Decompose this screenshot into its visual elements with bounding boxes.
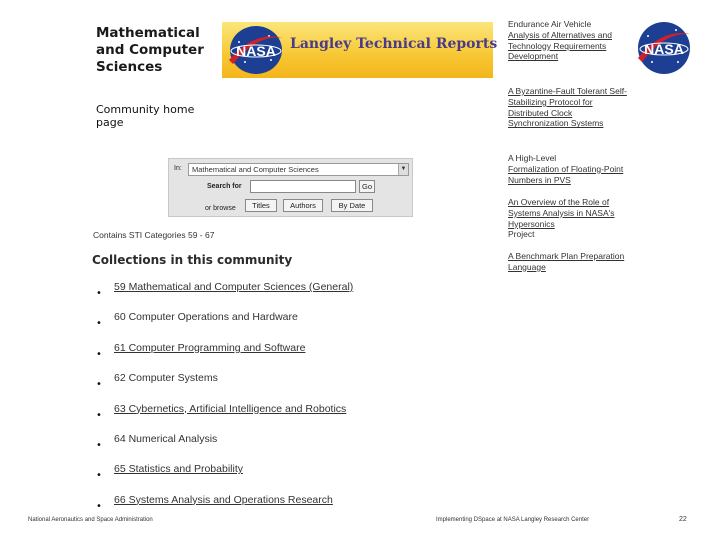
collections-heading: Collections in this community: [92, 253, 293, 267]
bullet: •: [96, 318, 102, 330]
recent-item-1-lead: Endurance Air Vehicle: [508, 19, 592, 29]
collection-link-62[interactable]: 62 Computer Systems: [114, 372, 218, 385]
recent-item-1[interactable]: [508, 19, 633, 62]
scope-select[interactable]: [188, 163, 409, 176]
collection-link-60[interactable]: 60 Computer Operations and Hardware: [114, 311, 298, 324]
bullet: •: [96, 288, 102, 299]
bullet: •: [96, 379, 102, 391]
recent-item-3-link[interactable]: Formalization of Floating-Point Numbers in PVS: [508, 163, 624, 185]
collection-link-65[interactable]: 65 Statistics and Probability: [114, 463, 243, 476]
banner-title: Langley Technical Reports: [290, 36, 498, 52]
search-input[interactable]: [250, 180, 356, 193]
recent-item-2[interactable]: A Byzantine-Fault Tolerant Self-Stabilizing Protocol for Distributed Clock Synchronization Systems: [508, 86, 627, 129]
community-home-label: Community home page: [96, 103, 195, 129]
chevron-down-icon: ▼: [398, 164, 408, 175]
browse-label: or browse: [205, 205, 236, 212]
banner-logo-text: NASA: [236, 43, 276, 59]
category-range: Contains STI Categories 59 - 67: [93, 230, 215, 240]
collection-link-61[interactable]: 61 Computer Programming and Software: [114, 341, 306, 354]
go-button[interactable]: Go: [359, 180, 375, 193]
bullet: •: [96, 470, 102, 482]
search-panel: [168, 158, 413, 217]
browse-titles-button[interactable]: Titles: [245, 199, 277, 212]
scope-select-value: Mathematical and Computer Sciences: [192, 165, 319, 174]
nasa-logo-icon: [636, 20, 692, 76]
nasa-logo-text: NASA: [644, 41, 684, 57]
recent-item-3-lead: A High-Level: [508, 153, 557, 163]
page-number: 22: [679, 516, 687, 523]
browse-authors-button[interactable]: Authors: [283, 199, 323, 212]
bullet: •: [96, 500, 102, 512]
recent-item-4-tail: Project: [508, 229, 535, 240]
bullet: •: [96, 439, 102, 451]
nasa-meatball-icon: [225, 24, 287, 76]
collection-link-66[interactable]: 66 Systems Analysis and Operations Research: [114, 493, 333, 506]
collection-link-59[interactable]: 59 Mathematical and Computer Sciences (General): [114, 281, 354, 293]
footer-agency: National Aeronautics and Space Administration: [28, 517, 153, 523]
collection-link-63[interactable]: 63 Cybernetics, Artificial Intelligence and Robotics: [114, 402, 347, 415]
bullet: •: [96, 409, 102, 421]
recent-item-4[interactable]: [508, 197, 633, 240]
community-title: Mathematical and Computer Sciences: [96, 25, 204, 75]
search-for-label: Search for: [207, 183, 242, 190]
recent-item-4-link[interactable]: An Overview of the Role of Systems Analysis in NASA's Hypersonics: [508, 197, 615, 229]
recent-item-1-link[interactable]: Analysis of Alternatives and Technology Requirements Development: [508, 29, 612, 62]
footer-title: Implementing DSpace at NASA Langley Research Center: [436, 517, 590, 523]
bullet: •: [96, 348, 102, 360]
in-label: In:: [174, 165, 182, 172]
recent-item-5[interactable]: A Benchmark Plan Preparation Language: [508, 251, 625, 272]
collection-link-64[interactable]: 64 Numerical Analysis: [114, 432, 218, 445]
browse-date-button[interactable]: By Date: [331, 199, 373, 212]
recent-item-3[interactable]: [508, 153, 633, 185]
langley-banner[interactable]: [222, 22, 498, 78]
